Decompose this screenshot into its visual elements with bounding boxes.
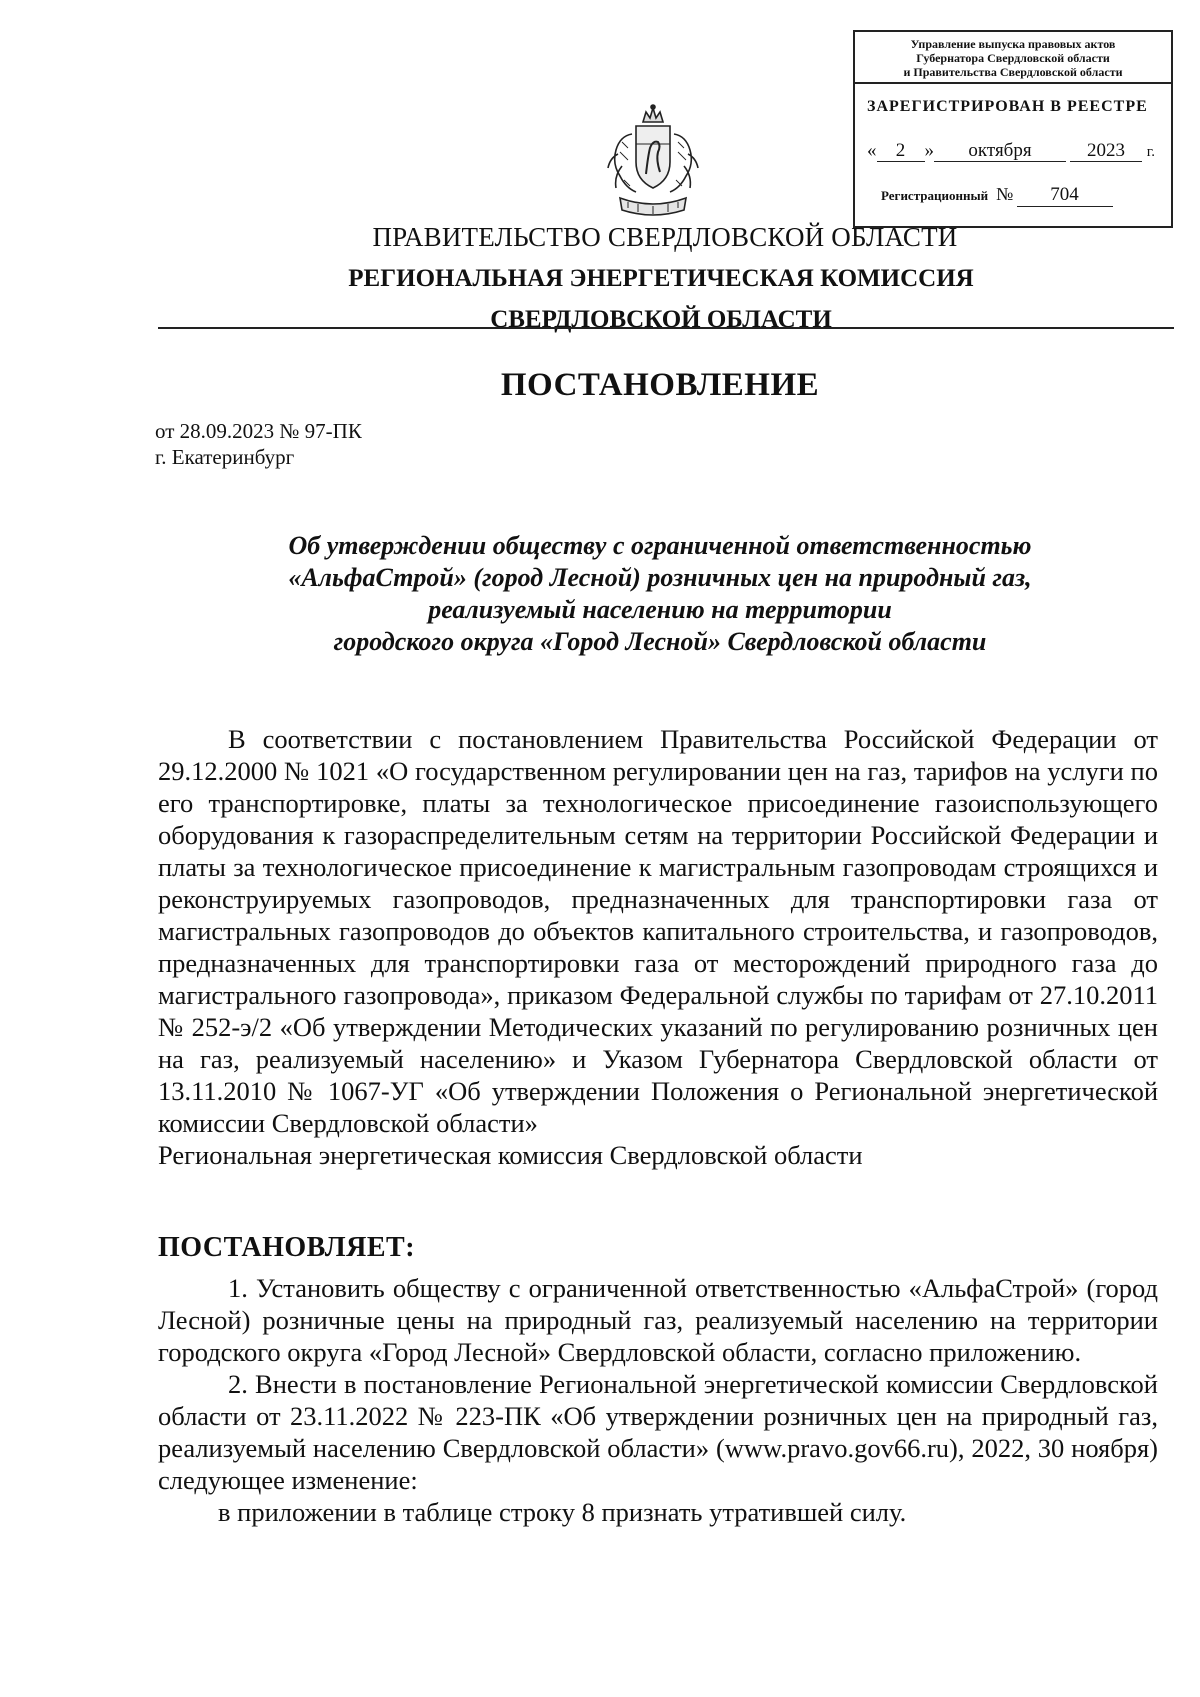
stamp-reg-number-value: 704 <box>1017 184 1113 207</box>
document-subject <box>200 530 1120 658</box>
stamp-open-quote: « <box>867 140 877 161</box>
stamp-year: 2023 <box>1070 141 1142 162</box>
stamp-number-sign: № <box>996 184 1014 204</box>
subject-line: «АльфаСтрой» (город Лесной) розничных цен на природный газ, <box>288 563 1032 592</box>
stamp-header <box>855 32 1171 84</box>
government-title: ПРАВИТЕЛЬСТВО СВЕРДЛОВСКОЙ ОБЛАСТИ <box>372 222 958 252</box>
header-divider <box>158 327 1174 329</box>
stamp-close-quote: » <box>924 140 934 161</box>
stamp-reg-label: Регистрационный <box>881 188 989 203</box>
document-type-heading: ПОСТАНОВЛЕНИЕ <box>500 367 820 403</box>
commission-title-line: РЕГИОНАЛЬНАЯ ЭНЕРГЕТИЧЕСКАЯ КОМИССИЯ <box>348 265 974 292</box>
stamp-month: октября <box>934 141 1066 162</box>
stamp-registered-label: ЗАРЕГИСТРИРОВАН В РЕЕСТРЕ <box>867 98 1148 115</box>
document-meta <box>155 418 362 470</box>
coat-of-arms-icon <box>598 104 708 222</box>
decree-item-2: 2. Внести в постановление Региональной энергетической комиссии Свердловской области от 23.11.2022 № 223-ПК «Об утверждении розничных цен на природный газ, реализуемый населению Свердловской области» (www.pravo.gov66.ru), 2022, 30 ноября) следующее изменение: <box>158 1369 1158 1495</box>
stamp-date <box>867 140 1155 162</box>
preamble-paragraph: В соответствии с постановлением Правительства Российской Федерации от 29.12.2000 № 1021 «О государственном регулировании цен на газ, тарифов на услуги по его транспортировке, платы за технологическое присоединение газоиспользующего оборудования к газораспределительным сетям на территории Российской Федерации и платы за технологическое присоединение к магистральным газопроводам строящихся и реконструируемых газопроводов, предназначенных для транспортировки газа от магистральных газопроводов до объектов капитального строительства, и газопроводов, предназначенных для транспортировки газа от месторождений природного газа до магистрального газопровода», приказом Федеральной службы по тарифам от 27.10.2011 № 252-э/2 «Об утверждении Методических указаний по регулированию розничных цен на газ, реализуемый населению» и Указом Губернатора Свердловской области от 13.11.2010 № 1067-УГ «Об утверждении Положения о Региональной энергетической комиссии Свердловской области» <box>158 724 1158 1138</box>
document-date-number: от 28.09.2023 № 97-ПК <box>155 419 362 443</box>
registration-stamp <box>853 30 1173 228</box>
subject-line: реализуемый населению на территории <box>428 595 892 624</box>
stamp-year-suffix: г. <box>1146 144 1155 160</box>
decree-item-2-change: в приложении в таблице строку 8 признать утратившей силу. <box>218 1497 907 1527</box>
decree-word: ПОСТАНОВЛЯЕТ: <box>158 1232 416 1263</box>
document-city: г. Екатеринбург <box>155 445 295 469</box>
commission-title-line: СВЕРДЛОВСКОЙ ОБЛАСТИ <box>490 306 832 333</box>
subject-line: Об утверждении обществу с ограниченной ответственностью <box>288 531 1032 560</box>
stamp-header-line: Губернатора Свердловской области <box>916 51 1110 65</box>
stamp-reg-number <box>881 184 1113 207</box>
subject-line: городского округа «Город Лесной» Свердловской области <box>333 627 987 656</box>
stamp-header-line: Управление выпуска правовых актов <box>910 37 1116 51</box>
preamble-block <box>158 723 1158 1171</box>
decree-item-1: 1. Установить обществу с ограниченной ответственностью «АльфаСтрой» (город Лесной) розничные цены на природный газ, реализуемый населению на территории городского округа «Город Лесной» Свердловской области, согласно приложению. <box>158 1273 1158 1367</box>
stamp-header-line: и Правительства Свердловской области <box>903 65 1123 79</box>
decree-items <box>158 1272 1158 1528</box>
preamble-tail: Региональная энергетическая комиссия Свердловской области <box>158 1140 863 1170</box>
stamp-day: 2 <box>877 141 925 162</box>
